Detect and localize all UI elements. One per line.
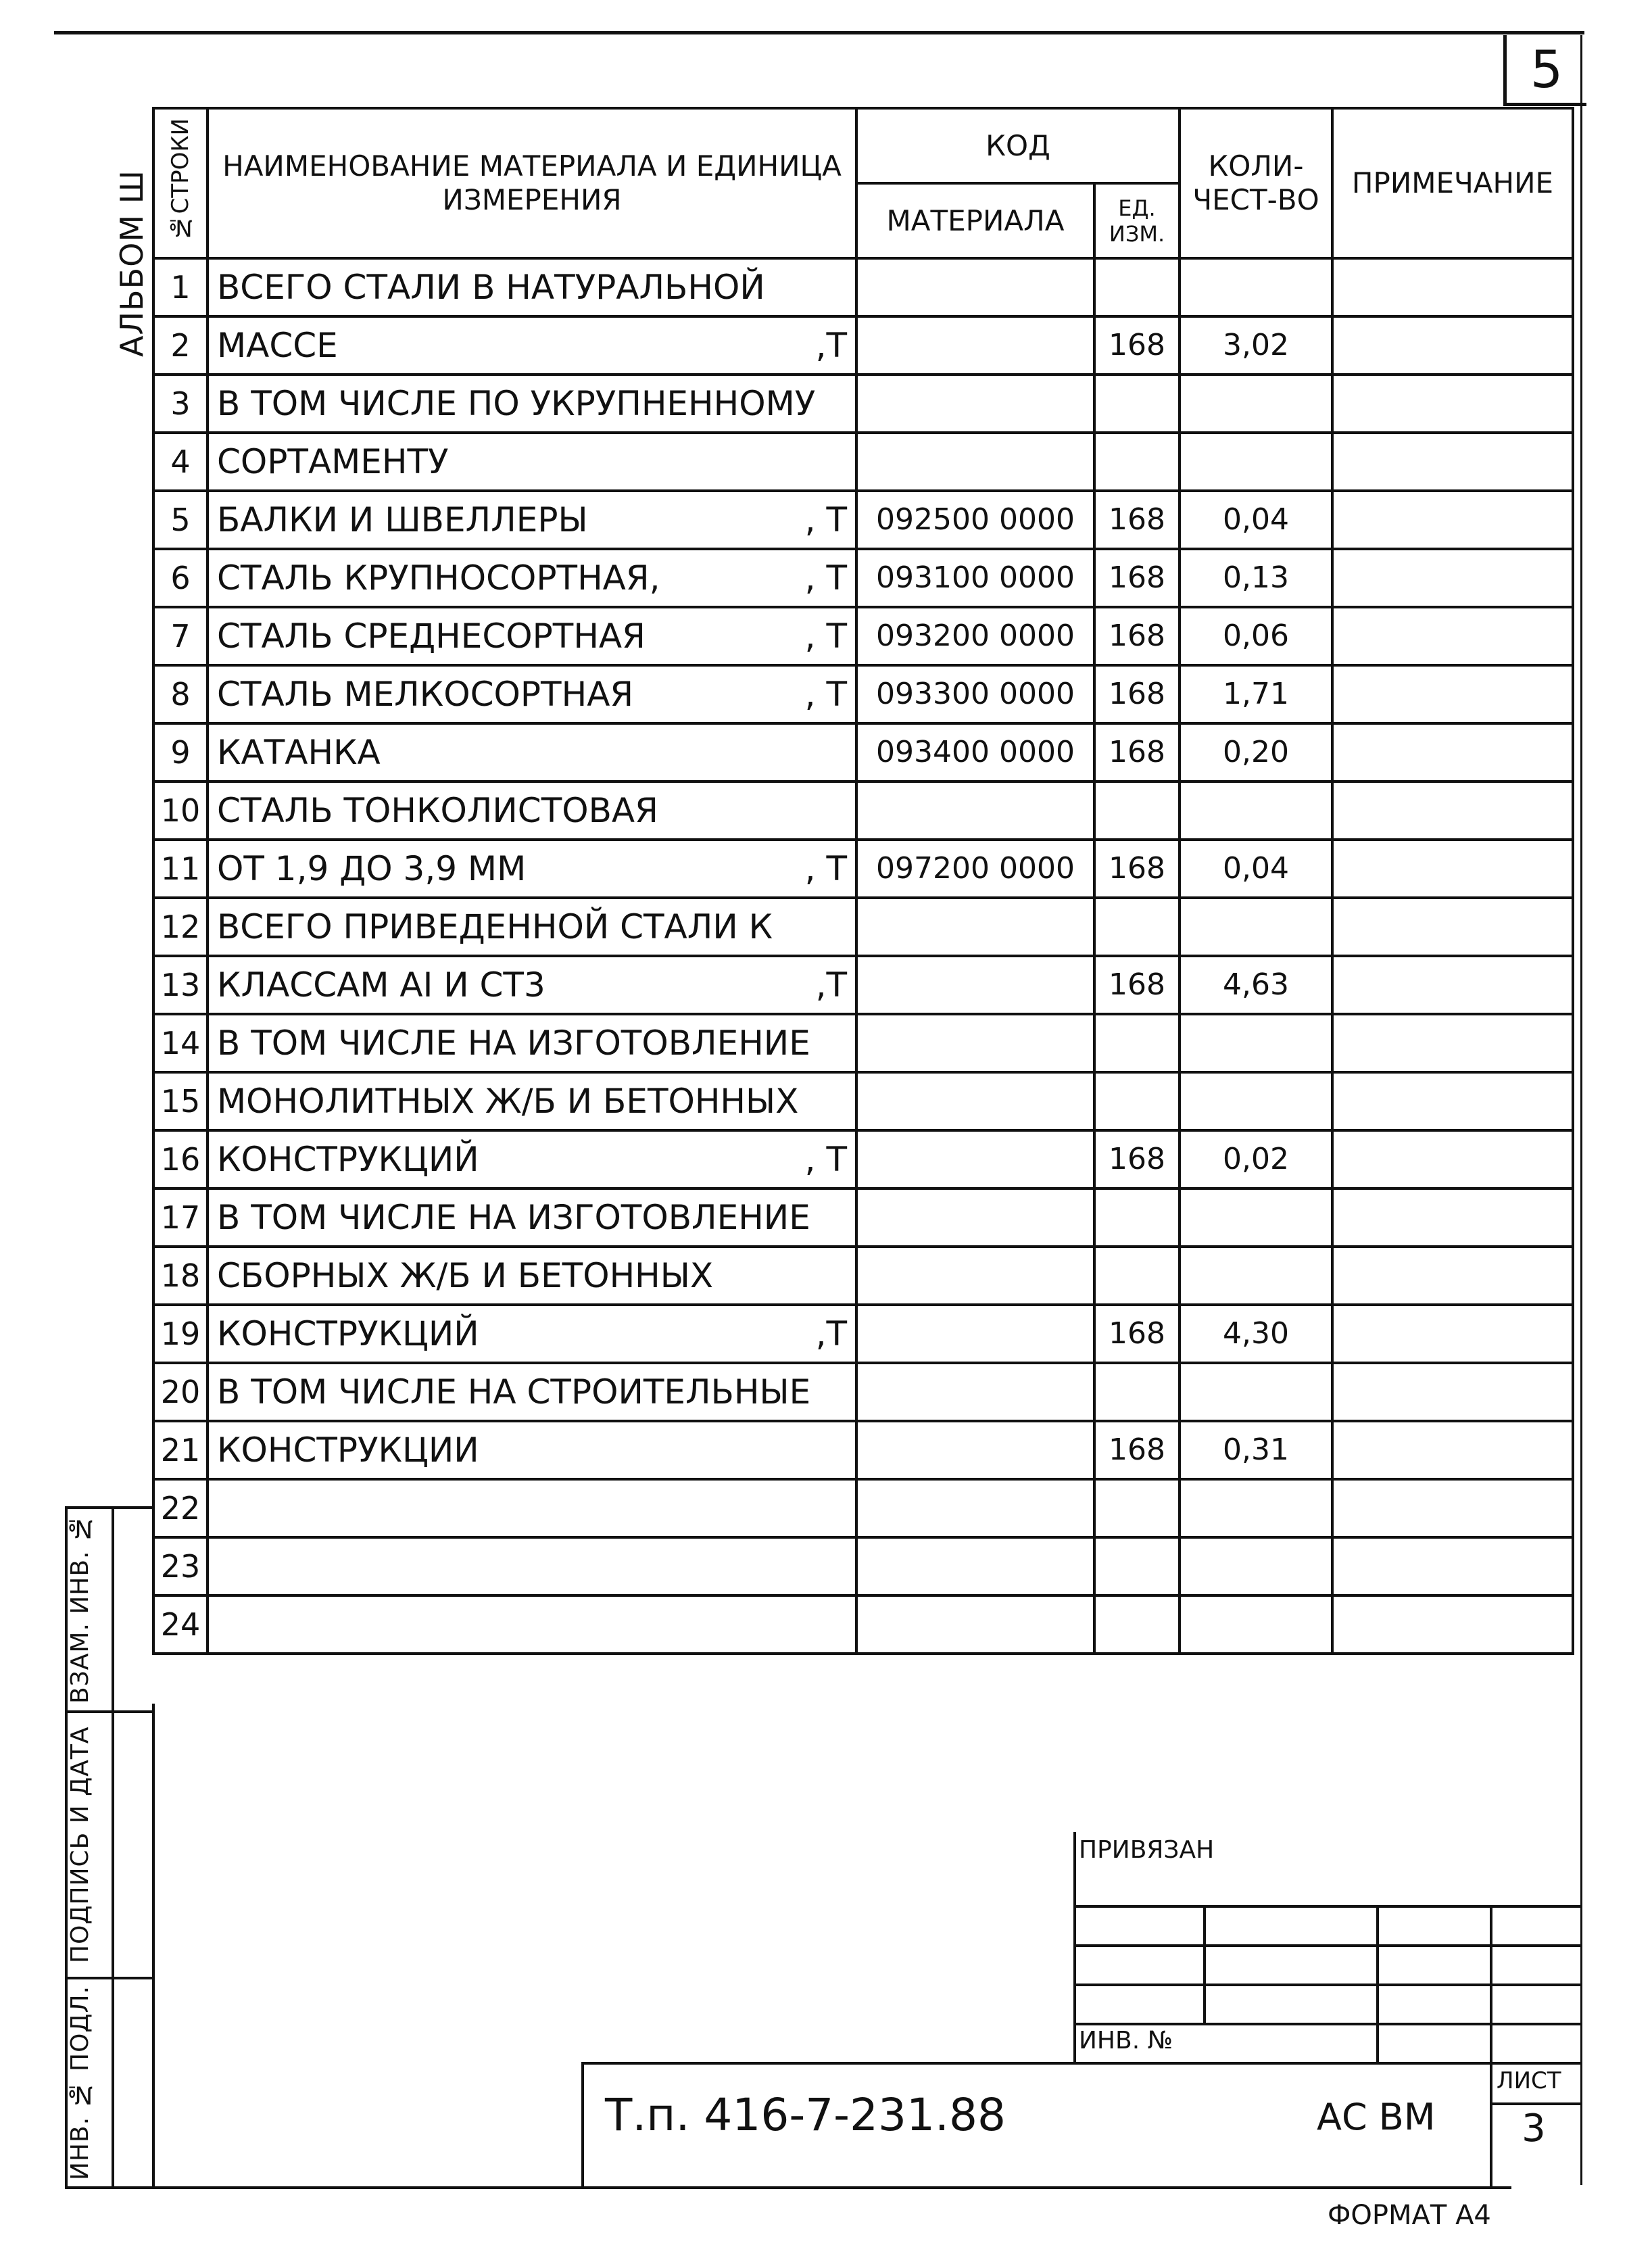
material-code: 097200 0000	[856, 840, 1094, 898]
table-row	[153, 898, 1573, 956]
material-name: СБОРНЫХ Ж/Б И БЕТОННЫХ	[217, 1256, 714, 1295]
material-name: СТАЛЬ КРУПНОСОРТНАЯ,	[217, 558, 660, 598]
note	[1332, 1188, 1573, 1247]
row-number: 19	[153, 1305, 208, 1363]
unit-code	[1094, 1363, 1180, 1421]
row-number: 6	[153, 549, 208, 607]
top-rule	[54, 31, 1584, 34]
frame-right-line	[1580, 35, 1582, 2185]
table-row	[153, 1072, 1573, 1130]
table-row	[153, 723, 1573, 782]
material-name: КОНСТРУКЦИЙ	[217, 1140, 479, 1179]
header-row-no-label: №СТРОКИ	[167, 118, 194, 241]
material-name-cell	[208, 1247, 856, 1305]
page-number: 5	[1503, 35, 1586, 106]
tb-main-top	[581, 2062, 1580, 2065]
note	[1332, 782, 1573, 840]
header-note: ПРИМЕЧАНИЕ	[1332, 108, 1573, 258]
quantity: 0,31	[1180, 1421, 1332, 1479]
material-name: БАЛКИ И ШВЕЛЛЕРЫ	[217, 500, 588, 539]
note	[1332, 1305, 1573, 1363]
tb-inv-no: ИНВ. №	[1079, 2027, 1173, 2054]
tb-v2	[1376, 1905, 1379, 2062]
unit-suffix: ,Т	[815, 326, 847, 365]
row-number: 10	[153, 782, 208, 840]
note	[1332, 1363, 1573, 1421]
row-number: 8	[153, 665, 208, 723]
row-number: 15	[153, 1072, 208, 1130]
material-code	[856, 898, 1094, 956]
tb-mark: АС ВМ	[1317, 2096, 1436, 2138]
material-name-cell	[208, 1537, 856, 1595]
material-code	[856, 1188, 1094, 1247]
material-code	[856, 1130, 1094, 1188]
material-code	[856, 1305, 1094, 1363]
row-number: 1	[153, 258, 208, 316]
material-code: 093300 0000	[856, 665, 1094, 723]
unit-code	[1094, 1537, 1180, 1595]
tb-v1	[1203, 1905, 1206, 2024]
tb-doc-code: Т.п. 416-7-231.88	[605, 2089, 1006, 2141]
material-name: СОРТАМЕНТУ	[217, 442, 449, 481]
material-name: КОНСТРУКЦИЙ	[217, 1314, 479, 1353]
material-name: КЛАССАМ АI И СТ3	[217, 965, 545, 1005]
material-code	[856, 316, 1094, 375]
material-code	[856, 1421, 1094, 1479]
material-name: СТАЛЬ МЕЛКОСОРТНАЯ	[217, 675, 634, 714]
note	[1332, 840, 1573, 898]
tb-privyazan: ПРИВЯЗАН	[1079, 1836, 1215, 1864]
table-row	[153, 433, 1573, 491]
table-row	[153, 1188, 1573, 1247]
side-stamp-bottom	[65, 2186, 1511, 2189]
unit-code	[1094, 1595, 1180, 1654]
material-code: 093400 0000	[856, 723, 1094, 782]
side-stamp-vzam: ВЗАМ. ИНВ. №	[66, 1514, 94, 1704]
unit-suffix: , Т	[804, 849, 847, 888]
material-name: ВСЕГО ПРИВЕДЕННОЙ СТАЛИ К	[217, 907, 773, 946]
table-row	[153, 1247, 1573, 1305]
quantity	[1180, 1537, 1332, 1595]
row-number: 9	[153, 723, 208, 782]
material-name: В ТОМ ЧИСЛЕ НА ИЗГОТОВЛЕНИЕ	[217, 1024, 810, 1063]
note	[1332, 1537, 1573, 1595]
note	[1332, 1421, 1573, 1479]
unit-code	[1094, 782, 1180, 840]
material-code	[856, 1014, 1094, 1072]
note	[1332, 1595, 1573, 1654]
quantity	[1180, 1188, 1332, 1247]
unit-code: 168	[1094, 956, 1180, 1014]
quantity	[1180, 782, 1332, 840]
row-number: 13	[153, 956, 208, 1014]
material-name-cell	[208, 258, 856, 316]
material-name: КАТАНКА	[217, 733, 381, 772]
table-row	[153, 1014, 1573, 1072]
table-row	[153, 665, 1573, 723]
note	[1332, 898, 1573, 956]
row-number: 12	[153, 898, 208, 956]
unit-code: 168	[1094, 491, 1180, 549]
quantity: 1,71	[1180, 665, 1332, 723]
material-name: ОТ 1,9 ДО 3,9 ММ	[217, 849, 527, 888]
table-row	[153, 1479, 1573, 1537]
quantity: 0,20	[1180, 723, 1332, 782]
header-quantity: КОЛИ-ЧЕСТ-ВО	[1180, 108, 1332, 258]
note	[1332, 665, 1573, 723]
quantity	[1180, 1014, 1332, 1072]
material-code	[856, 1479, 1094, 1537]
quantity: 0,04	[1180, 491, 1332, 549]
material-name: ВСЕГО СТАЛИ В НАТУРАЛЬНОЙ	[217, 268, 765, 307]
row-number: 4	[153, 433, 208, 491]
material-code	[856, 1363, 1094, 1421]
tb-v3	[1490, 1905, 1492, 2189]
material-code	[856, 375, 1094, 433]
table-row	[153, 549, 1573, 607]
unit-suffix: ,Т	[815, 965, 847, 1005]
quantity	[1180, 1479, 1332, 1537]
side-stamp-divider	[112, 1506, 114, 2188]
material-name-cell	[208, 1072, 856, 1130]
unit-code	[1094, 375, 1180, 433]
row-number: 11	[153, 840, 208, 898]
material-name: МАССЕ	[217, 326, 338, 365]
quantity	[1180, 898, 1332, 956]
unit-code: 168	[1094, 1421, 1180, 1479]
quantity	[1180, 1247, 1332, 1305]
material-name-cell	[208, 665, 856, 723]
tb-main-left	[581, 2062, 584, 2188]
material-code: 093200 0000	[856, 607, 1094, 665]
side-stamp-sep-2	[65, 1977, 155, 1979]
unit-code	[1094, 1479, 1180, 1537]
tb-h3	[1073, 1983, 1580, 1986]
note	[1332, 491, 1573, 549]
unit-code	[1094, 898, 1180, 956]
quantity: 4,63	[1180, 956, 1332, 1014]
unit-code	[1094, 433, 1180, 491]
material-name-cell	[208, 956, 856, 1014]
quantity: 4,30	[1180, 1305, 1332, 1363]
quantity: 0,04	[1180, 840, 1332, 898]
note	[1332, 1479, 1573, 1537]
quantity: 3,02	[1180, 316, 1332, 375]
unit-suffix: , Т	[804, 500, 847, 539]
row-number: 16	[153, 1130, 208, 1188]
material-code	[856, 1537, 1094, 1595]
table-row	[153, 316, 1573, 375]
row-number: 14	[153, 1014, 208, 1072]
unit-suffix: ,Т	[815, 1314, 847, 1353]
row-number: 3	[153, 375, 208, 433]
material-name-cell	[208, 607, 856, 665]
quantity	[1180, 1363, 1332, 1421]
note	[1332, 607, 1573, 665]
note	[1332, 433, 1573, 491]
tb-h4	[1073, 2023, 1580, 2025]
unit-code: 168	[1094, 607, 1180, 665]
material-name: В ТОМ ЧИСЛЕ НА СТРОИТЕЛЬНЫЕ	[217, 1372, 811, 1412]
note	[1332, 1072, 1573, 1130]
material-code	[856, 1595, 1094, 1654]
unit-code: 168	[1094, 1305, 1180, 1363]
unit-code	[1094, 1247, 1180, 1305]
header-code-unit: ЕД. ИЗМ.	[1094, 183, 1180, 258]
material-name-cell	[208, 1595, 856, 1654]
material-name-cell	[208, 491, 856, 549]
material-name-cell	[208, 1305, 856, 1363]
quantity	[1180, 433, 1332, 491]
note	[1332, 1014, 1573, 1072]
material-name-cell	[208, 375, 856, 433]
unit-code: 168	[1094, 840, 1180, 898]
material-name-cell	[208, 1479, 856, 1537]
material-name: МОНОЛИТНЫХ Ж/Б И БЕТОННЫХ	[217, 1082, 799, 1121]
note	[1332, 1247, 1573, 1305]
unit-code	[1094, 258, 1180, 316]
frame-left-line	[152, 1704, 155, 2188]
table-row	[153, 258, 1573, 316]
header-code-material: МАТЕРИАЛА	[856, 183, 1094, 258]
unit-suffix: , Т	[804, 558, 847, 598]
album-label: АЛЬБОМ Ш	[114, 170, 150, 358]
tb-sheet-sep	[1490, 2102, 1580, 2105]
note	[1332, 258, 1573, 316]
row-number: 20	[153, 1363, 208, 1421]
note	[1332, 375, 1573, 433]
quantity	[1180, 375, 1332, 433]
side-stamp-inv-podl: ИНВ. № ПОДЛ.	[66, 1985, 94, 2181]
table-row	[153, 840, 1573, 898]
header-code: КОД	[856, 108, 1180, 183]
unit-code: 168	[1094, 723, 1180, 782]
row-number: 17	[153, 1188, 208, 1247]
material-code	[856, 1072, 1094, 1130]
quantity	[1180, 258, 1332, 316]
material-name-cell	[208, 1130, 856, 1188]
unit-code: 168	[1094, 665, 1180, 723]
table-row	[153, 1130, 1573, 1188]
material-name-cell	[208, 1421, 856, 1479]
material-code: 092500 0000	[856, 491, 1094, 549]
format-label: ФОРМАТ А4	[1328, 2200, 1491, 2231]
material-name-cell	[208, 840, 856, 898]
material-code: 093100 0000	[856, 549, 1094, 607]
tb-h1	[1073, 1905, 1580, 1908]
tb-sheet-label: ЛИСТ	[1497, 2067, 1561, 2094]
table-row	[153, 375, 1573, 433]
material-name: КОНСТРУКЦИИ	[217, 1430, 479, 1470]
material-name-cell	[208, 316, 856, 375]
unit-code: 168	[1094, 549, 1180, 607]
header-name: НАИМЕНОВАНИЕ МАТЕРИАЛА И ЕДИНИЦА ИЗМЕРЕНИЯ	[208, 108, 856, 258]
material-name-cell	[208, 433, 856, 491]
material-name: В ТОМ ЧИСЛЕ НА ИЗГОТОВЛЕНИЕ	[217, 1198, 810, 1237]
table-header-row	[153, 108, 1573, 183]
header-row-no	[153, 108, 208, 258]
unit-code: 168	[1094, 316, 1180, 375]
note	[1332, 549, 1573, 607]
row-number: 23	[153, 1537, 208, 1595]
material-name-cell	[208, 1363, 856, 1421]
tb-sheet-value: 3	[1522, 2107, 1546, 2150]
unit-suffix: , Т	[804, 675, 847, 714]
unit-code	[1094, 1072, 1180, 1130]
table-row	[153, 1595, 1573, 1654]
unit-suffix: , Т	[804, 617, 847, 656]
tb-h2	[1073, 1944, 1580, 1947]
note	[1332, 956, 1573, 1014]
unit-code	[1094, 1014, 1180, 1072]
material-name-cell	[208, 898, 856, 956]
unit-code: 168	[1094, 1130, 1180, 1188]
table-row	[153, 491, 1573, 549]
material-code	[856, 782, 1094, 840]
row-number: 21	[153, 1421, 208, 1479]
material-spec-table	[152, 107, 1574, 1655]
table-row	[153, 607, 1573, 665]
material-name-cell	[208, 549, 856, 607]
material-name: В ТОМ ЧИСЛЕ ПО УКРУПНЕННОМУ	[217, 384, 816, 423]
row-number: 18	[153, 1247, 208, 1305]
material-code	[856, 1247, 1094, 1305]
row-number: 5	[153, 491, 208, 549]
side-stamp-sep-1	[65, 1710, 155, 1713]
row-number: 7	[153, 607, 208, 665]
material-name-cell	[208, 1014, 856, 1072]
table-row	[153, 956, 1573, 1014]
row-number: 22	[153, 1479, 208, 1537]
unit-code	[1094, 1188, 1180, 1247]
quantity: 0,06	[1180, 607, 1332, 665]
material-code	[856, 258, 1094, 316]
table-row	[153, 1537, 1573, 1595]
tb-top-outer	[1073, 1832, 1076, 2062]
note	[1332, 723, 1573, 782]
note	[1332, 316, 1573, 375]
material-name: СТАЛЬ ТОНКОЛИСТОВАЯ	[217, 791, 658, 830]
row-number: 24	[153, 1595, 208, 1654]
material-code	[856, 956, 1094, 1014]
row-number: 2	[153, 316, 208, 375]
table-row	[153, 1421, 1573, 1479]
material-name-cell	[208, 723, 856, 782]
note	[1332, 1130, 1573, 1188]
material-name: СТАЛЬ СРЕДНЕСОРТНАЯ	[217, 617, 646, 656]
unit-suffix: , Т	[804, 1140, 847, 1179]
material-code	[856, 433, 1094, 491]
quantity	[1180, 1072, 1332, 1130]
material-name-cell	[208, 782, 856, 840]
table-row	[153, 1305, 1573, 1363]
material-name-cell	[208, 1188, 856, 1247]
table-row	[153, 782, 1573, 840]
quantity: 0,13	[1180, 549, 1332, 607]
side-stamp-signature-date: ПОДПИСЬ И ДАТА	[66, 1726, 94, 1964]
quantity: 0,02	[1180, 1130, 1332, 1188]
table-row	[153, 1363, 1573, 1421]
quantity	[1180, 1595, 1332, 1654]
